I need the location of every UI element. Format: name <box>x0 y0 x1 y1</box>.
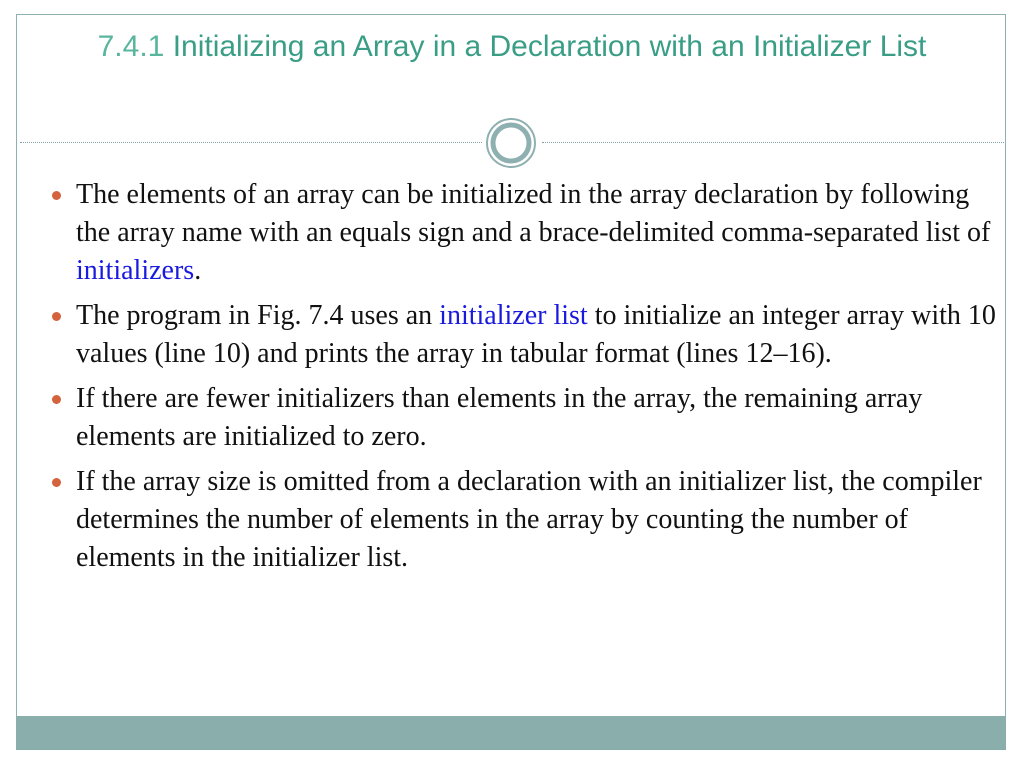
slide-title <box>40 28 984 65</box>
bullet-keyword: initializers <box>76 255 195 286</box>
bullet-item <box>52 297 997 373</box>
bullet-text-end: to initialize an integer array with 10 values (line 10) and prints the array in tabular format (lines 12–16). <box>76 300 996 369</box>
bullet-item <box>52 380 997 456</box>
bullet-text: If there are fewer initializers than elements in the array, the remaining array elements are initialized to zero. <box>76 383 923 452</box>
title-text: Initializing an Array in a Declaration with an Initializer List <box>172 30 927 63</box>
bullet-icon <box>52 395 61 404</box>
bullet-text-end: . <box>194 255 202 286</box>
bullet-keyword: initializer list <box>439 300 588 331</box>
bullet-item <box>52 463 997 577</box>
footer-bar <box>16 716 1006 750</box>
slide-body <box>52 176 997 584</box>
bullet-list <box>52 176 997 577</box>
bullet-text: If the array size is omitted from a declaration with an initializer list, the compiler determines the number of elements in the array by counting the number of elements in the initializer list. <box>76 466 982 573</box>
title-divider-right <box>542 142 1004 143</box>
bullet-icon <box>52 478 61 487</box>
bullet-text: The program in Fig. 7.4 uses an <box>76 300 440 331</box>
title-section-number: 7.4.1 <box>97 30 165 63</box>
bullet-icon <box>52 312 61 321</box>
bullet-item <box>52 176 997 290</box>
title-divider-left <box>20 142 482 143</box>
ring-ornament-icon <box>484 116 538 170</box>
bullet-icon <box>52 191 61 200</box>
bullet-text: The elements of an array can be initialized in the array declaration by following the array name with an equals sign and a brace-delimited comma-separated list of <box>76 179 991 248</box>
